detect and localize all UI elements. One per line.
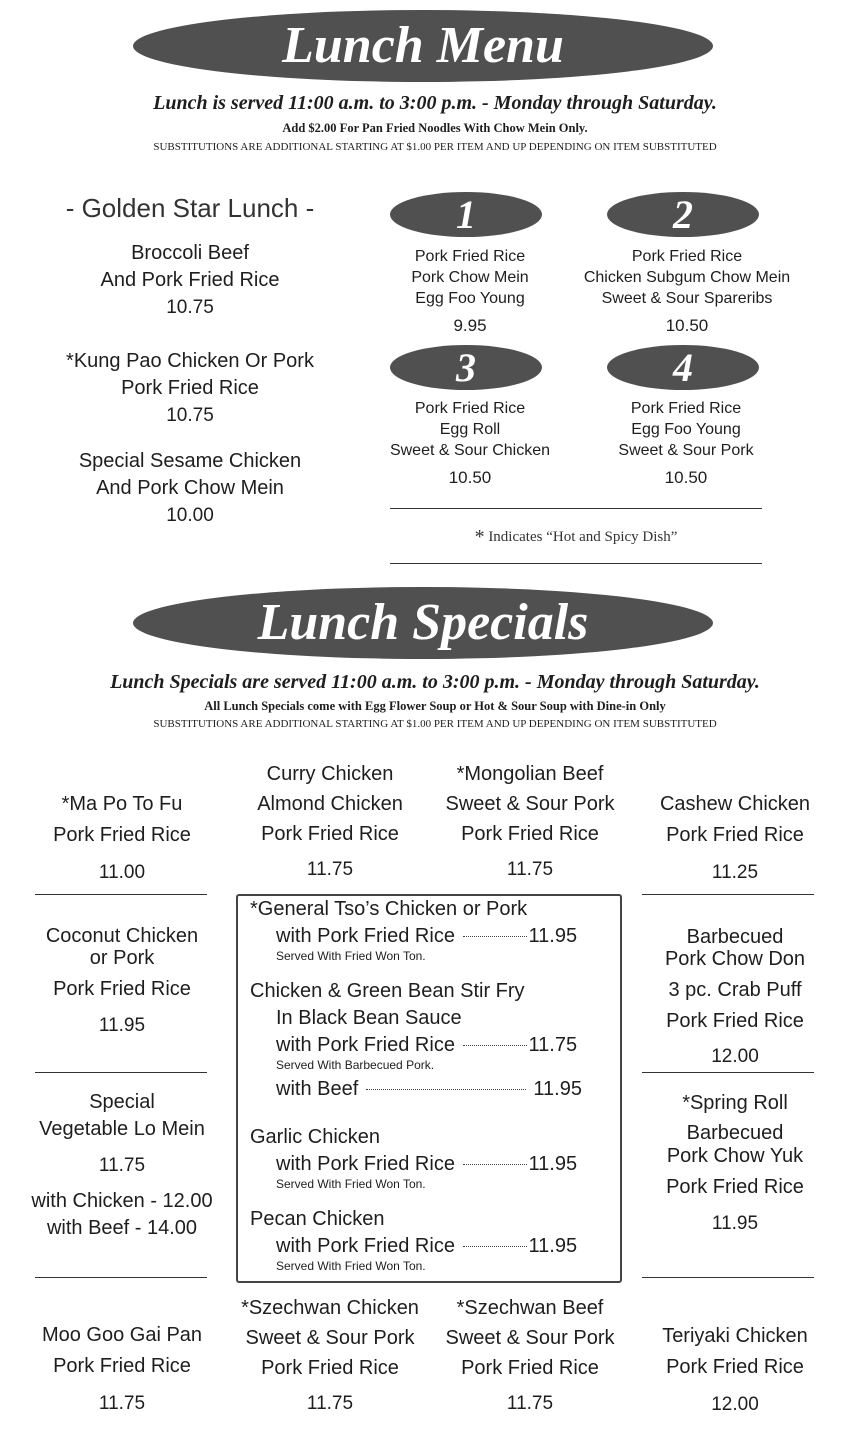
- leader-dots: [366, 1089, 526, 1090]
- combo-4: Pork Fried Rice Egg Foo Young Sweet & Sour Pork 10.50: [618, 400, 754, 487]
- lunch-specials-banner: [133, 587, 713, 659]
- divider: [642, 894, 814, 895]
- special-item: *Ma Po To Fu Pork Fried Rice 11.00: [53, 793, 191, 883]
- hot-spicy-note: * Indicates “Hot and Spicy Dish”: [474, 526, 678, 548]
- divider: [390, 508, 762, 509]
- menu-item: *Kung Pao Chicken Or Pork Pork Fried Rice 10.75: [66, 350, 314, 426]
- box-item-pecan-chicken: Pecan Chicken with Pork Fried Rice 11.95 Served With Fried Won Ton.: [250, 1208, 578, 1273]
- menu-item: Broccoli Beef And Pork Fried Rice 10.75: [100, 242, 280, 318]
- combo-2-badge: 2: [607, 192, 759, 237]
- special-item: Curry Chicken Almond Chicken Pork Fried Rice 11.75: [257, 763, 403, 880]
- combo-1-badge: 1: [390, 192, 542, 237]
- specials-hours: Lunch Specials are served 11:00 a.m. to 3:00 p.m. - Monday through Saturday.: [110, 671, 760, 693]
- divider: [642, 1277, 814, 1278]
- special-item: *Mongolian Beef Sweet & Sour Pork Pork Fried Rice 11.75: [445, 763, 615, 880]
- soup-note: All Lunch Specials come with Egg Flower Soup or Hot & Sour Soup with Dine-in Only: [204, 699, 666, 713]
- combo-3: Pork Fried Rice Egg Roll Sweet & Sour Chicken 10.50: [389, 400, 551, 487]
- combo-3-badge: 3: [390, 345, 542, 390]
- golden-star-heading: - Golden Star Lunch -: [65, 193, 315, 223]
- special-item: Coconut Chicken or Pork Pork Fried Rice 11.95: [45, 925, 199, 1036]
- golden-star-section: [40, 190, 340, 529]
- lunch-hours: Lunch is served 11:00 a.m. to 3:00 p.m. - Monday through Saturday.: [153, 92, 717, 114]
- special-item: Teriyaki Chicken Pork Fried Rice 12.00: [662, 1325, 808, 1415]
- special-item: Barbecued Pork Chow Don 3 pc. Crab Puff Pork Fried Rice 12.00: [664, 926, 806, 1067]
- asterisk-icon: *: [474, 526, 485, 548]
- special-item: *Szechwan Chicken Sweet & Sour Pork Pork Fried Rice 11.75: [241, 1297, 419, 1414]
- divider: [35, 1277, 207, 1278]
- special-item: Cashew Chicken Pork Fried Rice 11.25: [659, 793, 811, 883]
- special-item: Special Vegetable Lo Mein 11.75 with Chicken - 12.00 with Beef - 14.00: [31, 1091, 213, 1239]
- special-item: Moo Goo Gai Pan Pork Fried Rice 11.75: [41, 1324, 203, 1414]
- box-item-general-tso: *General Tso’s Chicken or Pork with Pork Fried Rice 11.95 Served With Fried Won Ton.: [250, 898, 578, 963]
- combo-2: Pork Fried Rice Chicken Subgum Chow Mein Sweet & Sour Spareribs 10.50: [583, 248, 791, 335]
- leader-dots: [463, 1164, 527, 1165]
- divider: [35, 1072, 207, 1073]
- leader-dots: [463, 1246, 527, 1247]
- substitutions-note: SUBSTITUTIONS ARE ADDITIONAL STARTING AT $1.00 PER ITEM AND UP DEPENDING ON ITEM SUBSTITUTED: [153, 141, 717, 153]
- leader-dots: [463, 936, 527, 937]
- divider: [35, 894, 207, 895]
- leader-dots: [463, 1045, 527, 1046]
- box-item-garlic-chicken: Garlic Chicken with Pork Fried Rice 11.95 Served With Fried Won Ton.: [250, 1126, 578, 1191]
- special-item: *Spring Roll Barbecued Pork Chow Yuk Pork Fried Rice 11.95: [666, 1092, 804, 1234]
- special-item: *Szechwan Beef Sweet & Sour Pork Pork Fried Rice 11.75: [445, 1297, 615, 1414]
- divider: [642, 1072, 814, 1073]
- substitutions-note: SUBSTITUTIONS ARE ADDITIONAL STARTING AT $1.00 PER ITEM AND UP DEPENDING ON ITEM SUBSTITUTED: [153, 718, 717, 730]
- combo-4-badge: 4: [607, 345, 759, 390]
- menu-item: Special Sesame Chicken And Pork Chow Mein 10.00: [78, 450, 302, 526]
- lunch-menu-banner: [133, 10, 713, 82]
- combo-1: Pork Fried Rice Pork Chow Mein Egg Foo Young 9.95: [411, 248, 529, 335]
- divider: [390, 563, 762, 564]
- lunch-specials-title: Lunch Specials: [257, 594, 589, 651]
- box-item-green-bean: Chicken & Green Bean Stir Fry In Black Bean Sauce with Pork Fried Rice 11.75 Served With Barbecued Pork. with Beef 11.95: [250, 980, 582, 1100]
- lunch-menu-title: Lunch Menu: [282, 17, 564, 74]
- pan-fried-note: Add $2.00 For Pan Fried Noodles With Chow Mein Only.: [282, 121, 588, 135]
- chef-specials-box: [236, 894, 622, 1283]
